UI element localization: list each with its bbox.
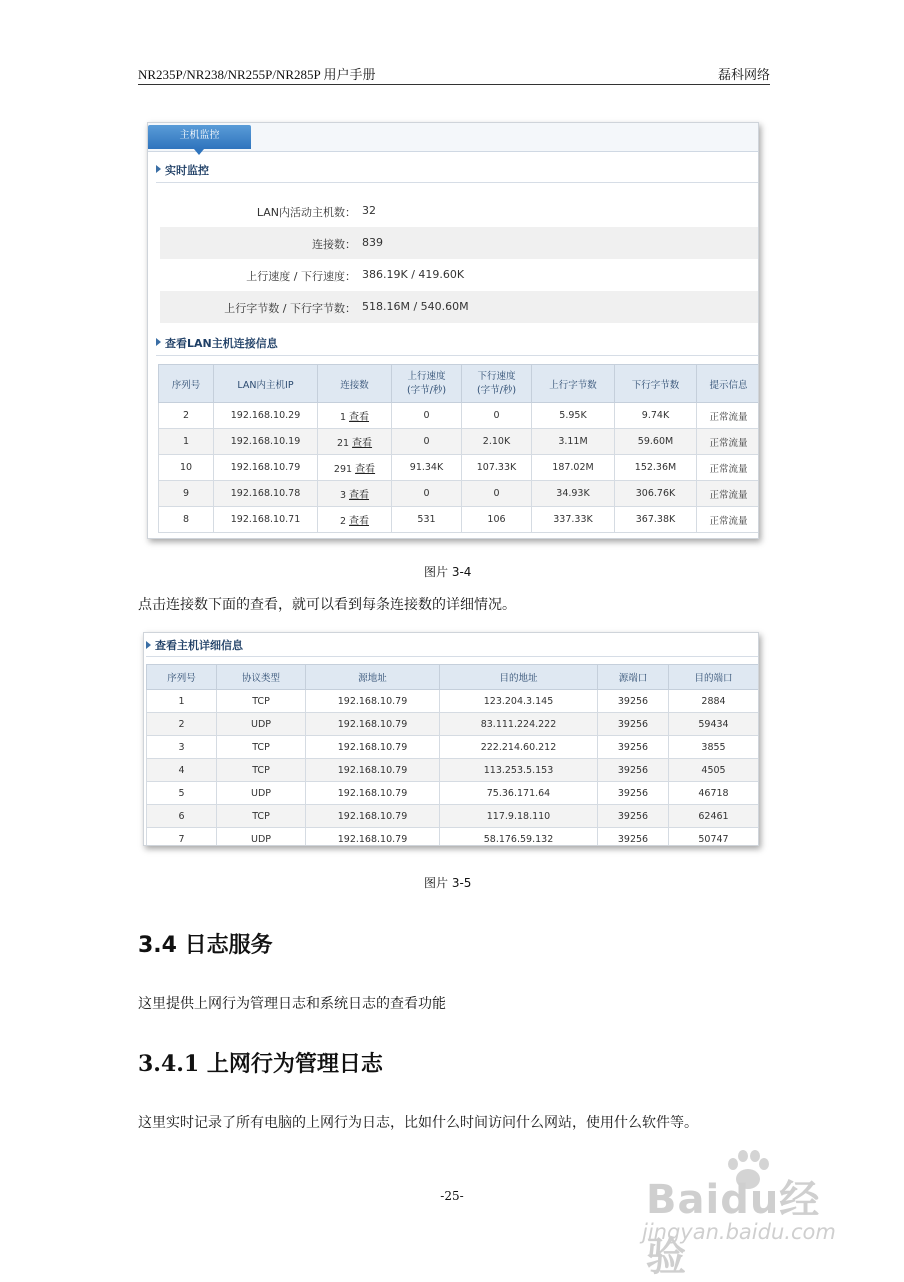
- cell-up-bytes: 337.33K: [532, 507, 615, 533]
- monitor-label: LAN内活动主机数：: [256, 206, 356, 219]
- section-heading-3-4-1: 3.4.1 上网行为管理日志: [138, 1051, 383, 1077]
- cell-dest-port: 4505: [669, 759, 759, 782]
- monitor-value: 839: [362, 236, 383, 249]
- cell-ip: 192.168.10.29: [214, 403, 318, 429]
- cell-up-bytes: 34.93K: [532, 481, 615, 507]
- col-header[interactable]: 序列号: [159, 365, 214, 403]
- cell-down-bytes: 9.74K: [615, 403, 697, 429]
- page-header: [138, 64, 770, 85]
- cell-dest-port: 2884: [669, 690, 759, 713]
- table-row: [147, 782, 759, 805]
- cell-source-port: 39256: [598, 759, 669, 782]
- cell-destination: 113.253.5.153: [440, 759, 598, 782]
- col-header[interactable]: 提示信息: [697, 365, 760, 403]
- paragraph: 这里实时记录了所有电脑的上网行为日志，比如什么时间访问什么网站，使用什么软件等。: [138, 1115, 698, 1131]
- view-link[interactable]: 查看: [355, 464, 376, 475]
- cell-source-port: 39256: [598, 828, 669, 847]
- col-header[interactable]: 连接数: [318, 365, 392, 403]
- cell-source-port: 39256: [598, 690, 669, 713]
- cell-source: 192.168.10.79: [306, 805, 440, 828]
- host-monitor-screenshot: [147, 122, 759, 539]
- paragraph: 点击连接数下面的查看，就可以看到每条连接数的详细情况。: [138, 597, 516, 613]
- cell-protocol: TCP: [217, 805, 306, 828]
- tab-bar: [148, 123, 758, 152]
- table-row: [147, 828, 759, 847]
- cell-tip: 正常流量: [697, 403, 760, 429]
- col-header[interactable]: 源端口: [598, 665, 669, 690]
- cell-down-speed: 106: [462, 507, 532, 533]
- watermark-url: jingyan.baidu.com: [642, 1220, 836, 1244]
- cell-up-speed: 0: [392, 403, 462, 429]
- cell-destination: 222.214.60.212: [440, 736, 598, 759]
- section-title: 查看主机详细信息: [155, 639, 243, 652]
- table-row: [147, 759, 759, 782]
- col-header[interactable]: 下行字节数: [615, 365, 697, 403]
- cell-dest-port: 59434: [669, 713, 759, 736]
- page-number: -25-: [440, 1189, 464, 1203]
- cell-seq: 5: [147, 782, 217, 805]
- lan-connections-section-header: [156, 331, 758, 356]
- col-header[interactable]: 下行速度 (字节/秒): [462, 365, 532, 403]
- table-row: [159, 429, 760, 455]
- cell-down-speed: 0: [462, 481, 532, 507]
- table-row: [159, 481, 760, 507]
- cell-protocol: UDP: [217, 828, 306, 847]
- watermark-brand: Baidu经验: [646, 1177, 821, 1280]
- cell-down-speed: 107.33K: [462, 455, 532, 481]
- cell-up-speed: 0: [392, 429, 462, 455]
- monitor-value: 518.16M / 540.60M: [362, 300, 469, 313]
- figure-caption: 图片 3-5: [424, 876, 472, 890]
- table-row: [159, 403, 760, 429]
- cell-tip: 正常流量: [697, 481, 760, 507]
- cell-up-speed: 91.34K: [392, 455, 462, 481]
- cell-tip: 正常流量: [697, 429, 760, 455]
- monitor-label: 上行速度 / 下行速度：: [246, 270, 356, 283]
- expand-triangle-icon: [156, 338, 161, 346]
- cell-destination: 58.176.59.132: [440, 828, 598, 847]
- cell-conn: [318, 481, 392, 507]
- expand-triangle-icon: [156, 165, 161, 173]
- table-row: [147, 805, 759, 828]
- conn-count: 21: [336, 438, 350, 449]
- cell-down-bytes: 367.38K: [615, 507, 697, 533]
- cell-seq: 3: [147, 736, 217, 759]
- paragraph: 这里提供上网行为管理日志和系统日志的查看功能: [138, 996, 446, 1012]
- table-row: [159, 455, 760, 481]
- lan-hosts-table: [158, 364, 759, 533]
- cell-ip: 192.168.10.78: [214, 481, 318, 507]
- cell-seq: 2: [159, 403, 214, 429]
- col-header[interactable]: 目的地址: [440, 665, 598, 690]
- monitor-row: [160, 195, 758, 227]
- figure-caption: 图片 3-4: [424, 565, 472, 579]
- cell-seq: 1: [147, 690, 217, 713]
- cell-protocol: TCP: [217, 736, 306, 759]
- cell-source: 192.168.10.79: [306, 782, 440, 805]
- cell-protocol: UDP: [217, 782, 306, 805]
- section-heading-3-4: 3.4 日志服务: [138, 933, 273, 958]
- monitor-label: 上行字节数 / 下行字节数：: [224, 302, 356, 315]
- cell-source-port: 39256: [598, 782, 669, 805]
- monitor-row: [160, 259, 758, 291]
- cell-seq: 1: [159, 429, 214, 455]
- cell-seq: 10: [159, 455, 214, 481]
- cell-up-speed: 531: [392, 507, 462, 533]
- conn-count: 1: [339, 412, 347, 423]
- cell-destination: 75.36.171.64: [440, 782, 598, 805]
- monitor-row: [160, 291, 758, 323]
- cell-down-speed: 0: [462, 403, 532, 429]
- cell-source: 192.168.10.79: [306, 690, 440, 713]
- col-header[interactable]: 序列号: [147, 665, 217, 690]
- host-detail-table: [146, 664, 759, 846]
- cell-destination: 117.9.18.110: [440, 805, 598, 828]
- section-title: 查看LAN主机连接信息: [165, 337, 278, 350]
- section-title: 实时监控: [165, 164, 209, 177]
- cell-source-port: 39256: [598, 805, 669, 828]
- monitor-value: 386.19K / 419.60K: [362, 268, 465, 281]
- cell-ip: 192.168.10.19: [214, 429, 318, 455]
- cell-ip: 192.168.10.71: [214, 507, 318, 533]
- col-header[interactable]: 上行速度 (字节/秒): [392, 365, 462, 403]
- cell-source: 192.168.10.79: [306, 828, 440, 847]
- cell-down-bytes: 152.36M: [615, 455, 697, 481]
- cell-up-bytes: 3.11M: [532, 429, 615, 455]
- col-header[interactable]: 源地址: [306, 665, 440, 690]
- cell-seq: 7: [147, 828, 217, 847]
- conn-count: 291: [333, 464, 353, 475]
- col-header[interactable]: 上行字节数: [532, 365, 615, 403]
- cell-dest-port: 50747: [669, 828, 759, 847]
- view-link[interactable]: 查看: [349, 516, 370, 527]
- tab-host-monitor[interactable]: 主机监控: [148, 125, 251, 149]
- cell-seq: 8: [159, 507, 214, 533]
- host-detail-screenshot: [143, 632, 759, 846]
- cell-conn: [318, 455, 392, 481]
- realtime-section-header: [156, 158, 758, 183]
- cell-ip: 192.168.10.79: [214, 455, 318, 481]
- table-row: [147, 690, 759, 713]
- table-row: [147, 713, 759, 736]
- table-header-row: [159, 365, 760, 403]
- conn-count: 3: [339, 490, 347, 501]
- view-link[interactable]: 查看: [349, 412, 370, 423]
- cell-protocol: TCP: [217, 759, 306, 782]
- cell-seq: 4: [147, 759, 217, 782]
- cell-up-bytes: 187.02M: [532, 455, 615, 481]
- manual-title: NR235P/NR238/NR255P/NR285P 用户手册: [138, 67, 376, 82]
- cell-destination: 83.111.224.222: [440, 713, 598, 736]
- cell-up-speed: 0: [392, 481, 462, 507]
- monitor-row: [160, 227, 758, 259]
- cell-dest-port: 46718: [669, 782, 759, 805]
- table-header-row: [147, 665, 759, 690]
- cell-source: 192.168.10.79: [306, 759, 440, 782]
- view-link[interactable]: 查看: [349, 490, 370, 501]
- cell-destination: 123.204.3.145: [440, 690, 598, 713]
- cell-down-speed: 2.10K: [462, 429, 532, 455]
- cell-source: 192.168.10.79: [306, 736, 440, 759]
- monitor-value: 32: [362, 204, 376, 217]
- cell-protocol: TCP: [217, 690, 306, 713]
- expand-triangle-icon: [146, 641, 151, 649]
- cell-conn: [318, 507, 392, 533]
- cell-seq: 6: [147, 805, 217, 828]
- host-detail-section-header: [146, 634, 758, 657]
- table-row: [147, 736, 759, 759]
- cell-seq: 9: [159, 481, 214, 507]
- cell-source-port: 39256: [598, 736, 669, 759]
- table-row: [159, 507, 760, 533]
- cell-dest-port: 3855: [669, 736, 759, 759]
- conn-count: 2: [339, 516, 347, 527]
- col-header[interactable]: LAN内主机IP: [214, 365, 318, 403]
- cell-conn: [318, 429, 392, 455]
- cell-tip: 正常流量: [697, 507, 760, 533]
- col-header[interactable]: 目的端口: [669, 665, 759, 690]
- cell-seq: 2: [147, 713, 217, 736]
- cell-source: 192.168.10.79: [306, 713, 440, 736]
- cell-tip: 正常流量: [697, 455, 760, 481]
- col-header[interactable]: 协议类型: [217, 665, 306, 690]
- cell-dest-port: 62461: [669, 805, 759, 828]
- cell-up-bytes: 5.95K: [532, 403, 615, 429]
- view-link[interactable]: 查看: [352, 438, 373, 449]
- cell-source-port: 39256: [598, 713, 669, 736]
- cell-conn: [318, 403, 392, 429]
- cell-down-bytes: 306.76K: [615, 481, 697, 507]
- cell-down-bytes: 59.60M: [615, 429, 697, 455]
- baidu-watermark: [640, 1150, 860, 1280]
- monitor-label: 连接数：: [312, 238, 356, 251]
- company-name: 磊科网络: [717, 68, 770, 83]
- cell-protocol: UDP: [217, 713, 306, 736]
